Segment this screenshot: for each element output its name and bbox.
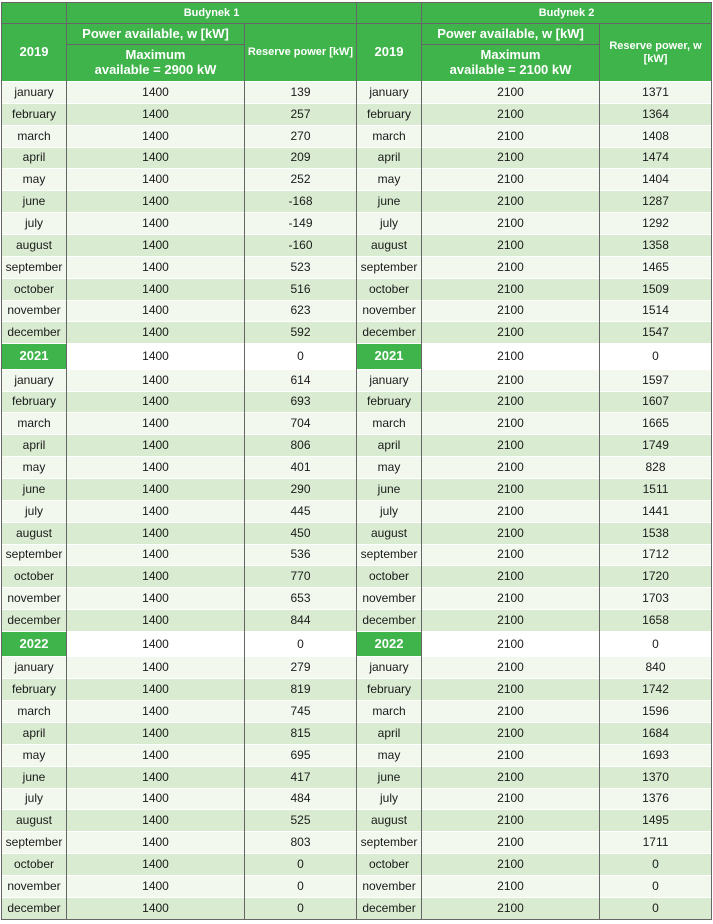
month-b1-cell: september [2, 256, 67, 278]
summary-reserve-b1: 0 [245, 632, 357, 657]
month-b1-cell: june [2, 191, 67, 213]
power-available-b1-cell: 1400 [67, 544, 245, 566]
reserve-power-b1-cell: 484 [245, 788, 357, 810]
reserve-power-b1-cell: 252 [245, 169, 357, 191]
power-available-b2-cell: 2100 [422, 82, 600, 104]
table-row [2, 82, 712, 104]
month-b2-cell: october [357, 566, 422, 588]
power-available-b2-cell: 2100 [422, 744, 600, 766]
summary-power-b1: 1400 [67, 344, 245, 369]
month-b2-cell: may [357, 744, 422, 766]
power-available-b1-cell: 1400 [67, 876, 245, 898]
table-row [2, 588, 712, 610]
reserve-power-b1-cell: 614 [245, 369, 357, 391]
power-available-b1-cell: 1400 [67, 457, 245, 479]
power-available-b1-cell: 1400 [67, 256, 245, 278]
month-b1-cell: october [2, 278, 67, 300]
table-row [2, 457, 712, 479]
reserve-power-b1-cell: 209 [245, 147, 357, 169]
reserve-power-b1-cell: 523 [245, 256, 357, 278]
table-row [2, 810, 712, 832]
reserve-power-b2-cell: 0 [600, 854, 712, 876]
reserve-power-b1-cell: 279 [245, 657, 357, 679]
reserve-power-b1-cell: -160 [245, 235, 357, 257]
year-label-b2: 2022 [357, 632, 422, 657]
year-header-2019-b1: 2019 [2, 24, 67, 82]
month-b2-cell: october [357, 854, 422, 876]
power-available-b1-cell: 1400 [67, 169, 245, 191]
summary-reserve-b2: 0 [600, 632, 712, 657]
reserve-power-b1-cell: 803 [245, 832, 357, 854]
month-b2-cell: august [357, 810, 422, 832]
month-b2-cell: september [357, 256, 422, 278]
reserve-power-b1-cell: 0 [245, 854, 357, 876]
power-available-b2-cell: 2100 [422, 854, 600, 876]
month-b2-cell: november [357, 876, 422, 898]
power-available-b2-cell: 2100 [422, 544, 600, 566]
reserve-power-b1-cell: 693 [245, 391, 357, 413]
reserve-power-b1-cell: 770 [245, 566, 357, 588]
month-b2-cell: july [357, 213, 422, 235]
reserve-power-b2-cell: 1658 [600, 610, 712, 632]
table-header [2, 3, 712, 82]
month-b2-cell: august [357, 235, 422, 257]
power-available-b1-cell: 1400 [67, 369, 245, 391]
month-b1-cell: january [2, 369, 67, 391]
power-available-b2-cell: 2100 [422, 391, 600, 413]
reserve-power-b1-cell: 270 [245, 125, 357, 147]
table-row [2, 369, 712, 391]
power-available-b2-cell: 2100 [422, 588, 600, 610]
table-row [2, 522, 712, 544]
power-available-b1-cell: 1400 [67, 125, 245, 147]
reserve-power-b1-cell: 844 [245, 610, 357, 632]
reserve-power-b2-cell: 1607 [600, 391, 712, 413]
reserve-power-b2-cell: 1287 [600, 191, 712, 213]
summary-reserve-b2: 0 [600, 344, 712, 369]
reserve-power-b2-cell: 0 [600, 876, 712, 898]
power-available-b1-cell: 1400 [67, 300, 245, 322]
month-b1-cell: september [2, 832, 67, 854]
power-available-b2-cell: 2100 [422, 522, 600, 544]
building-2-header: Budynek 2 [422, 3, 712, 24]
month-b1-cell: march [2, 701, 67, 723]
building-1-header: Budynek 1 [67, 3, 357, 24]
table-row [2, 435, 712, 457]
month-b2-cell: january [357, 82, 422, 104]
table-row [2, 723, 712, 745]
month-b1-cell: july [2, 213, 67, 235]
reserve-power-b2-cell: 1596 [600, 701, 712, 723]
month-b2-cell: october [357, 278, 422, 300]
table-row [2, 744, 712, 766]
month-b2-cell: november [357, 588, 422, 610]
power-available-b1-cell: 1400 [67, 766, 245, 788]
table-row [2, 832, 712, 854]
power-available-b2-cell: 2100 [422, 256, 600, 278]
month-b2-cell: december [357, 610, 422, 632]
reserve-power-b1-cell: -149 [245, 213, 357, 235]
maximum-available-header-b1 [67, 45, 245, 82]
month-b1-cell: august [2, 235, 67, 257]
month-b2-cell: april [357, 435, 422, 457]
power-available-b2-cell: 2100 [422, 832, 600, 854]
maximum-label-b1: Maximum [125, 47, 186, 63]
month-b2-cell: july [357, 788, 422, 810]
month-b2-cell: january [357, 657, 422, 679]
month-b2-cell: april [357, 723, 422, 745]
power-available-b2-cell: 2100 [422, 479, 600, 501]
maximum-available-header-b2 [422, 45, 600, 82]
year-row-2022 [2, 632, 712, 657]
summary-reserve-b1: 0 [245, 344, 357, 369]
power-available-b2-cell: 2100 [422, 300, 600, 322]
month-b1-cell: july [2, 788, 67, 810]
table-row [2, 391, 712, 413]
power-available-header-b1: Power available, w [kW] [67, 24, 245, 45]
power-available-b1-cell: 1400 [67, 391, 245, 413]
month-b2-cell: february [357, 391, 422, 413]
month-b2-cell: march [357, 701, 422, 723]
month-b1-cell: july [2, 500, 67, 522]
reserve-power-b2-cell: 1441 [600, 500, 712, 522]
reserve-power-b1-cell: 139 [245, 82, 357, 104]
month-b1-cell: september [2, 544, 67, 566]
table-row [2, 854, 712, 876]
power-available-b1-cell: 1400 [67, 788, 245, 810]
power-available-b2-cell: 2100 [422, 610, 600, 632]
reserve-power-b1-cell: 806 [245, 435, 357, 457]
month-b2-cell: june [357, 479, 422, 501]
power-available-b1-cell: 1400 [67, 610, 245, 632]
month-b1-cell: february [2, 391, 67, 413]
table-row [2, 610, 712, 632]
power-available-header-b2: Power available, w [kW] [422, 24, 600, 45]
reserve-power-b2-cell: 1292 [600, 213, 712, 235]
table-row [2, 897, 712, 919]
power-available-b1-cell: 1400 [67, 897, 245, 919]
power-available-b2-cell: 2100 [422, 147, 600, 169]
table-row [2, 766, 712, 788]
table-row [2, 657, 712, 679]
reserve-power-b1-cell: 0 [245, 897, 357, 919]
reserve-power-b2-cell: 1665 [600, 413, 712, 435]
reserve-power-b1-cell: 516 [245, 278, 357, 300]
month-b2-cell: june [357, 191, 422, 213]
month-b2-cell: december [357, 897, 422, 919]
month-b2-cell: may [357, 169, 422, 191]
year-label-b1: 2021 [2, 344, 67, 369]
header-blank-2 [357, 3, 422, 24]
summary-power-b2: 2100 [422, 632, 600, 657]
reserve-power-b2-cell: 1742 [600, 679, 712, 701]
reserve-power-b1-cell: 592 [245, 322, 357, 344]
maximum-label-b2: Maximum [480, 47, 541, 63]
table-row [2, 413, 712, 435]
summary-power-b1: 1400 [67, 632, 245, 657]
table-row [2, 169, 712, 191]
reserve-power-b1-cell: 290 [245, 479, 357, 501]
power-available-b2-cell: 2100 [422, 657, 600, 679]
table-row [2, 679, 712, 701]
reserve-power-b2-cell: 1509 [600, 278, 712, 300]
year-label-b1: 2022 [2, 632, 67, 657]
month-b1-cell: december [2, 897, 67, 919]
reserve-power-b1-cell: 623 [245, 300, 357, 322]
power-available-b1-cell: 1400 [67, 566, 245, 588]
reserve-power-b2-cell: 1720 [600, 566, 712, 588]
table-row [2, 876, 712, 898]
reserve-power-b1-cell: 450 [245, 522, 357, 544]
reserve-power-b1-cell: 401 [245, 457, 357, 479]
month-b1-cell: april [2, 723, 67, 745]
reserve-power-b2-cell: 1364 [600, 103, 712, 125]
month-b1-cell: may [2, 457, 67, 479]
reserve-power-b1-cell: 819 [245, 679, 357, 701]
month-b1-cell: april [2, 147, 67, 169]
month-b1-cell: january [2, 82, 67, 104]
reserve-power-b2-cell: 1749 [600, 435, 712, 457]
power-available-b2-cell: 2100 [422, 500, 600, 522]
power-available-b1-cell: 1400 [67, 235, 245, 257]
power-available-b1-cell: 1400 [67, 213, 245, 235]
month-b2-cell: august [357, 522, 422, 544]
reserve-power-b1-cell: 525 [245, 810, 357, 832]
month-b1-cell: november [2, 300, 67, 322]
month-b1-cell: february [2, 103, 67, 125]
reserve-power-b2-cell: 1712 [600, 544, 712, 566]
power-available-b1-cell: 1400 [67, 810, 245, 832]
reserve-power-b2-cell: 1370 [600, 766, 712, 788]
summary-power-b2: 2100 [422, 344, 600, 369]
power-available-b1-cell: 1400 [67, 278, 245, 300]
month-b2-cell: december [357, 322, 422, 344]
table-row [2, 544, 712, 566]
power-available-b1-cell: 1400 [67, 147, 245, 169]
power-available-b2-cell: 2100 [422, 701, 600, 723]
reserve-power-b1-cell: 536 [245, 544, 357, 566]
power-reserve-table [1, 2, 712, 920]
month-b2-cell: february [357, 103, 422, 125]
reserve-power-b1-cell: 445 [245, 500, 357, 522]
month-b2-cell: september [357, 832, 422, 854]
power-available-b2-cell: 2100 [422, 457, 600, 479]
reserve-power-b1-cell: 745 [245, 701, 357, 723]
month-b2-cell: march [357, 125, 422, 147]
reserve-power-b2-cell: 840 [600, 657, 712, 679]
power-available-b1-cell: 1400 [67, 103, 245, 125]
power-available-b1-cell: 1400 [67, 744, 245, 766]
month-b1-cell: november [2, 876, 67, 898]
reserve-power-b2-cell: 1538 [600, 522, 712, 544]
table-row [2, 256, 712, 278]
month-b2-cell: february [357, 679, 422, 701]
reserve-power-b2-cell: 1597 [600, 369, 712, 391]
table-row [2, 213, 712, 235]
table-row [2, 322, 712, 344]
power-available-b2-cell: 2100 [422, 278, 600, 300]
table-row [2, 788, 712, 810]
power-available-b1-cell: 1400 [67, 435, 245, 457]
power-available-b2-cell: 2100 [422, 413, 600, 435]
reserve-power-b2-cell: 1703 [600, 588, 712, 610]
table-row [2, 500, 712, 522]
power-available-b1-cell: 1400 [67, 500, 245, 522]
maximum-value-b1: available = 2900 kW [94, 62, 217, 77]
power-available-b1-cell: 1400 [67, 479, 245, 501]
month-b1-cell: march [2, 413, 67, 435]
power-available-b2-cell: 2100 [422, 191, 600, 213]
power-available-b2-cell: 2100 [422, 369, 600, 391]
month-b2-cell: november [357, 300, 422, 322]
reserve-power-b2-cell: 1408 [600, 125, 712, 147]
reserve-power-b2-cell: 1514 [600, 300, 712, 322]
power-available-b2-cell: 2100 [422, 876, 600, 898]
power-available-b2-cell: 2100 [422, 566, 600, 588]
month-b1-cell: december [2, 322, 67, 344]
power-available-b2-cell: 2100 [422, 213, 600, 235]
month-b1-cell: january [2, 657, 67, 679]
reserve-power-b2-cell: 1495 [600, 810, 712, 832]
reserve-power-b2-cell: 0 [600, 897, 712, 919]
reserve-power-b1-cell: -168 [245, 191, 357, 213]
reserve-power-b2-cell: 1684 [600, 723, 712, 745]
power-available-b2-cell: 2100 [422, 723, 600, 745]
month-b1-cell: november [2, 588, 67, 610]
reserve-power-header-b1: Reserve power [kW] [245, 24, 357, 82]
month-b2-cell: january [357, 369, 422, 391]
month-b2-cell: may [357, 457, 422, 479]
month-b2-cell: april [357, 147, 422, 169]
reserve-power-b2-cell: 1371 [600, 82, 712, 104]
power-available-b2-cell: 2100 [422, 766, 600, 788]
month-b1-cell: june [2, 479, 67, 501]
power-available-b1-cell: 1400 [67, 413, 245, 435]
power-available-b2-cell: 2100 [422, 897, 600, 919]
reserve-power-b2-cell: 828 [600, 457, 712, 479]
reserve-power-b1-cell: 653 [245, 588, 357, 610]
power-available-b2-cell: 2100 [422, 788, 600, 810]
table-row [2, 125, 712, 147]
power-available-b2-cell: 2100 [422, 810, 600, 832]
power-available-b1-cell: 1400 [67, 657, 245, 679]
power-available-b2-cell: 2100 [422, 322, 600, 344]
reserve-power-b2-cell: 1547 [600, 322, 712, 344]
table-row [2, 191, 712, 213]
table-row [2, 278, 712, 300]
month-b1-cell: october [2, 854, 67, 876]
reserve-power-b1-cell: 695 [245, 744, 357, 766]
reserve-power-b2-cell: 1358 [600, 235, 712, 257]
power-available-b1-cell: 1400 [67, 854, 245, 876]
reserve-power-b1-cell: 257 [245, 103, 357, 125]
year-header-2019-b2: 2019 [357, 24, 422, 82]
reserve-power-b2-cell: 1404 [600, 169, 712, 191]
month-b1-cell: august [2, 522, 67, 544]
year-label-b2: 2021 [357, 344, 422, 369]
reserve-power-b1-cell: 704 [245, 413, 357, 435]
reserve-power-b1-cell: 0 [245, 876, 357, 898]
power-available-b1-cell: 1400 [67, 82, 245, 104]
table-row [2, 300, 712, 322]
power-available-b2-cell: 2100 [422, 235, 600, 257]
table-row [2, 701, 712, 723]
month-b1-cell: october [2, 566, 67, 588]
month-b2-cell: june [357, 766, 422, 788]
power-available-b1-cell: 1400 [67, 191, 245, 213]
month-b1-cell: april [2, 435, 67, 457]
power-available-b1-cell: 1400 [67, 679, 245, 701]
power-available-b1-cell: 1400 [67, 832, 245, 854]
table-row [2, 479, 712, 501]
reserve-power-b2-cell: 1376 [600, 788, 712, 810]
power-available-b2-cell: 2100 [422, 103, 600, 125]
power-available-b2-cell: 2100 [422, 435, 600, 457]
power-available-b2-cell: 2100 [422, 679, 600, 701]
power-available-b2-cell: 2100 [422, 125, 600, 147]
reserve-power-b1-cell: 417 [245, 766, 357, 788]
month-b2-cell: july [357, 500, 422, 522]
power-available-b1-cell: 1400 [67, 588, 245, 610]
month-b1-cell: may [2, 744, 67, 766]
month-b2-cell: september [357, 544, 422, 566]
power-available-b1-cell: 1400 [67, 723, 245, 745]
table-row [2, 147, 712, 169]
power-available-b1-cell: 1400 [67, 522, 245, 544]
reserve-power-b2-cell: 1511 [600, 479, 712, 501]
table-body [2, 82, 712, 920]
table-row [2, 235, 712, 257]
reserve-power-header-b2: Reserve power, w [kW] [600, 24, 712, 82]
header-blank-1 [2, 3, 67, 24]
reserve-power-b2-cell: 1711 [600, 832, 712, 854]
power-available-b1-cell: 1400 [67, 701, 245, 723]
month-b2-cell: march [357, 413, 422, 435]
power-available-b2-cell: 2100 [422, 169, 600, 191]
reserve-power-b2-cell: 1474 [600, 147, 712, 169]
month-b1-cell: march [2, 125, 67, 147]
maximum-value-b2: available = 2100 kW [449, 62, 572, 77]
reserve-power-b1-cell: 815 [245, 723, 357, 745]
month-b1-cell: august [2, 810, 67, 832]
month-b1-cell: december [2, 610, 67, 632]
month-b1-cell: may [2, 169, 67, 191]
month-b1-cell: february [2, 679, 67, 701]
month-b1-cell: june [2, 766, 67, 788]
table-row [2, 103, 712, 125]
reserve-power-b2-cell: 1693 [600, 744, 712, 766]
reserve-power-b2-cell: 1465 [600, 256, 712, 278]
table-row [2, 566, 712, 588]
power-available-b1-cell: 1400 [67, 322, 245, 344]
year-row-2021 [2, 344, 712, 369]
